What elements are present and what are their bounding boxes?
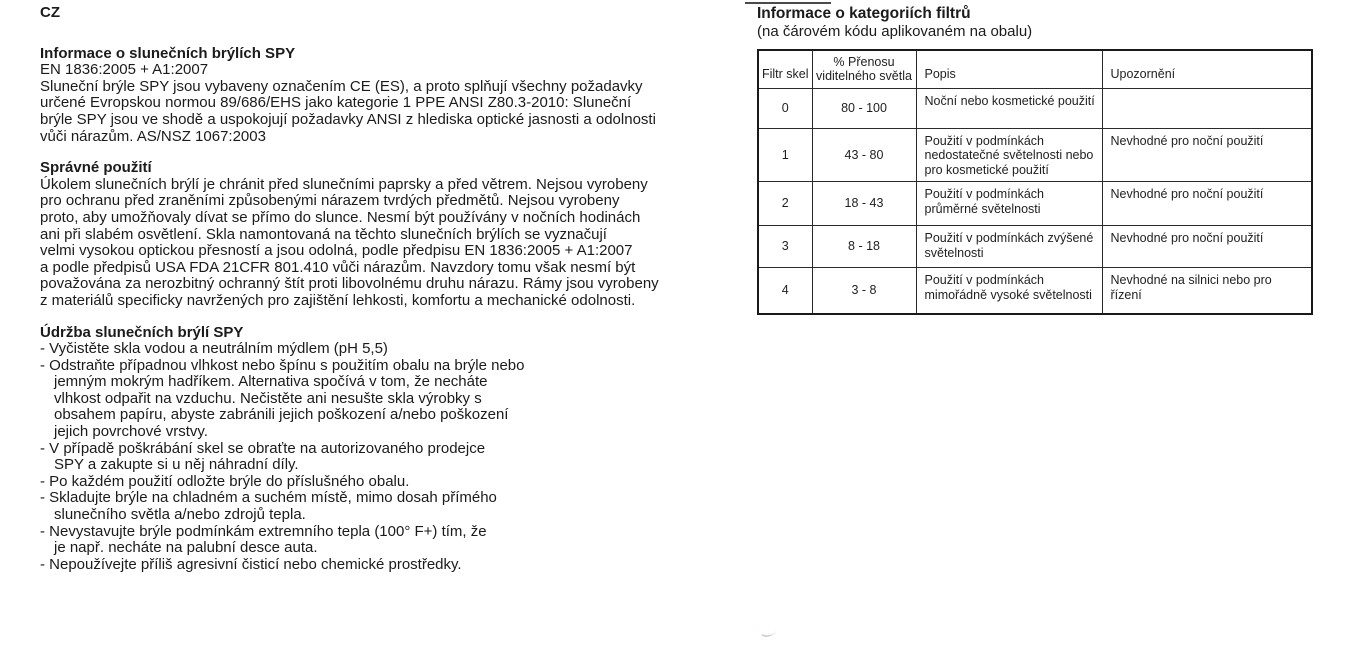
- cell-transmission: 3 - 8: [812, 268, 916, 314]
- list-line: - Skladujte brýle na chladném a suchém místě, mimo dosah přímého: [40, 489, 497, 507]
- list-line: SPY a zakupte si u něj náhradní díly.: [54, 456, 299, 474]
- body-line: považována za nerozbitný ochranný štít proti libovolnému druhu nárazu. Rámy jsou vyrobeny: [40, 275, 659, 293]
- cell-transmission: 18 - 43: [812, 182, 916, 226]
- cell-warning: Nevhodné pro noční použití: [1102, 128, 1312, 182]
- scan-artifact-line: [745, 2, 831, 4]
- list-line: - Vyčistěte skla vodou a neutrálním mýdlem (pH 5,5): [40, 340, 388, 358]
- list-line: jejich povrchové vrstvy.: [54, 423, 208, 441]
- filter-categories-table: [757, 49, 1313, 315]
- cell-description: Použití v podmínkách nedostatečné světelnosti nebo pro kosmetické použití: [916, 128, 1102, 182]
- body-line: velmi vysokou optickou přesností a jsou odolná, podle předpisu EN 1836:2005 + A1:2007: [40, 242, 633, 260]
- cell-filter: 2: [758, 182, 812, 226]
- cell-filter: 3: [758, 226, 812, 268]
- body-line: určené Evropskou normou 89/686/EHS jako kategorie 1 PPE ANSI Z80.3-2010: Sluneční: [40, 94, 632, 112]
- table-row: [758, 226, 1312, 268]
- list-line: - Po každém použití odložte brýle do příslušného obalu.: [40, 472, 410, 490]
- header-prenos-svetla: % Přenosu viditelného světla: [812, 50, 916, 88]
- body-line: Úkolem slunečních brýlí je chránit před slunečními paprsky a před větrem. Nejsou vyrobeny: [40, 175, 648, 193]
- list-line: - Odstraňte případnou vlhkost nebo špínu s použitím obalu na brýle nebo: [40, 356, 525, 374]
- language-code: CZ: [40, 4, 60, 21]
- right-column: [757, 5, 1313, 315]
- list-line: slunečního světla a/nebo zdrojů tepla.: [54, 506, 306, 524]
- table-row: [758, 268, 1312, 314]
- cell-warning: Nevhodné na silnici nebo pro řízení: [1102, 268, 1312, 314]
- body-line: proto, aby umožňovaly dívat se přímo do slunce. Nesmí být používány v nočních hodinách: [40, 208, 641, 226]
- body-line: EN 1836:2005 + A1:2007: [40, 61, 209, 79]
- header-popis: Popis: [916, 50, 1102, 88]
- header-filtr-skel: Filtr skel: [758, 50, 812, 88]
- list-line: vlhkost odpařit na vzduchu. Nečistěte ani nesušte skla výrobky s: [54, 389, 482, 407]
- cell-description: Použití v podmínkách průměrné světelnosti: [916, 182, 1102, 226]
- left-column: [40, 5, 725, 573]
- filter-table-subtitle: (na čárovém kódu aplikovaném na obalu): [757, 23, 1033, 40]
- cell-filter: 0: [758, 88, 812, 128]
- cell-filter: 1: [758, 128, 812, 182]
- list-line: jemným mokrým hadříkem. Alternativa spočívá v tom, že necháte: [54, 373, 488, 391]
- body-line: vůči nárazům. AS/NSZ 1067:2003: [40, 127, 266, 145]
- body-line: ani při slabém osvětlení. Skla namontovaná na těchto slunečních brýlích se vyznačují: [40, 225, 607, 243]
- list-line: obsahem papíru, abyste zabránili jejich poškození a/nebo poškození: [54, 406, 509, 424]
- table-row: [758, 182, 1312, 226]
- table-header-row: [758, 50, 1312, 88]
- scan-artifact-mark: [761, 624, 776, 639]
- cell-warning: [1102, 88, 1312, 128]
- section-heading: Správné použití: [40, 159, 152, 177]
- table-row: [758, 128, 1312, 182]
- section-heading: Údržba slunečních brýlí SPY: [40, 323, 244, 341]
- list-line: - Nevystavujte brýle podmínkám extremního tepla (100° F+) tím, že: [40, 522, 487, 540]
- section-proper-use: [40, 160, 725, 309]
- cell-warning: Nevhodné pro noční použití: [1102, 226, 1312, 268]
- body-line: pro ochranu před zraněními způsobenými nárazem tvrdých předmětů. Nejsou vyrobeny: [40, 192, 620, 210]
- body-line: a podle předpisů USA FDA 21CFR 801.410 vůči nárazům. Navzdory tomu však nesmí být: [40, 258, 636, 276]
- cell-warning: Nevhodné pro noční použití: [1102, 182, 1312, 226]
- cell-transmission: 80 - 100: [812, 88, 916, 128]
- cell-description: Použití v podmínkách mimořádně vysoké světelnosti: [916, 268, 1102, 314]
- cell-description: Noční nebo kosmetické použití: [916, 88, 1102, 128]
- list-line: je např. necháte na palubní desce auta.: [54, 539, 318, 557]
- section-heading: Informace o slunečních brýlích SPY: [40, 44, 296, 62]
- filter-table-title: Informace o kategoriích filtrů: [757, 5, 971, 22]
- cell-filter: 4: [758, 268, 812, 314]
- body-line: z materiálů specificky navržených pro zajištění lehkosti, komfortu a mechanické odolnosti.: [40, 291, 636, 309]
- list-line: - V případě poškrábání skel se obraťte na autorizovaného prodejce: [40, 439, 486, 457]
- body-line: brýle SPY jsou ve shodě a uspokojují požadavky ANSI z hlediska optické jasnosti a odolnosti: [40, 110, 656, 128]
- header-upozorneni: Upozornění: [1102, 50, 1312, 88]
- table-row: [758, 88, 1312, 128]
- list-line: - Nepoužívejte příliš agresivní čisticí nebo chemické prostředky.: [40, 555, 462, 573]
- cell-description: Použití v podmínkách zvýšené světelnosti: [916, 226, 1102, 268]
- section-sunglasses-info: [40, 46, 725, 146]
- cell-transmission: 8 - 18: [812, 226, 916, 268]
- cell-transmission: 43 - 80: [812, 128, 916, 182]
- body-line: Sluneční brýle SPY jsou vybaveny označením CE (ES), a proto splňují všechny požadavky: [40, 77, 643, 95]
- section-maintenance: [40, 325, 725, 574]
